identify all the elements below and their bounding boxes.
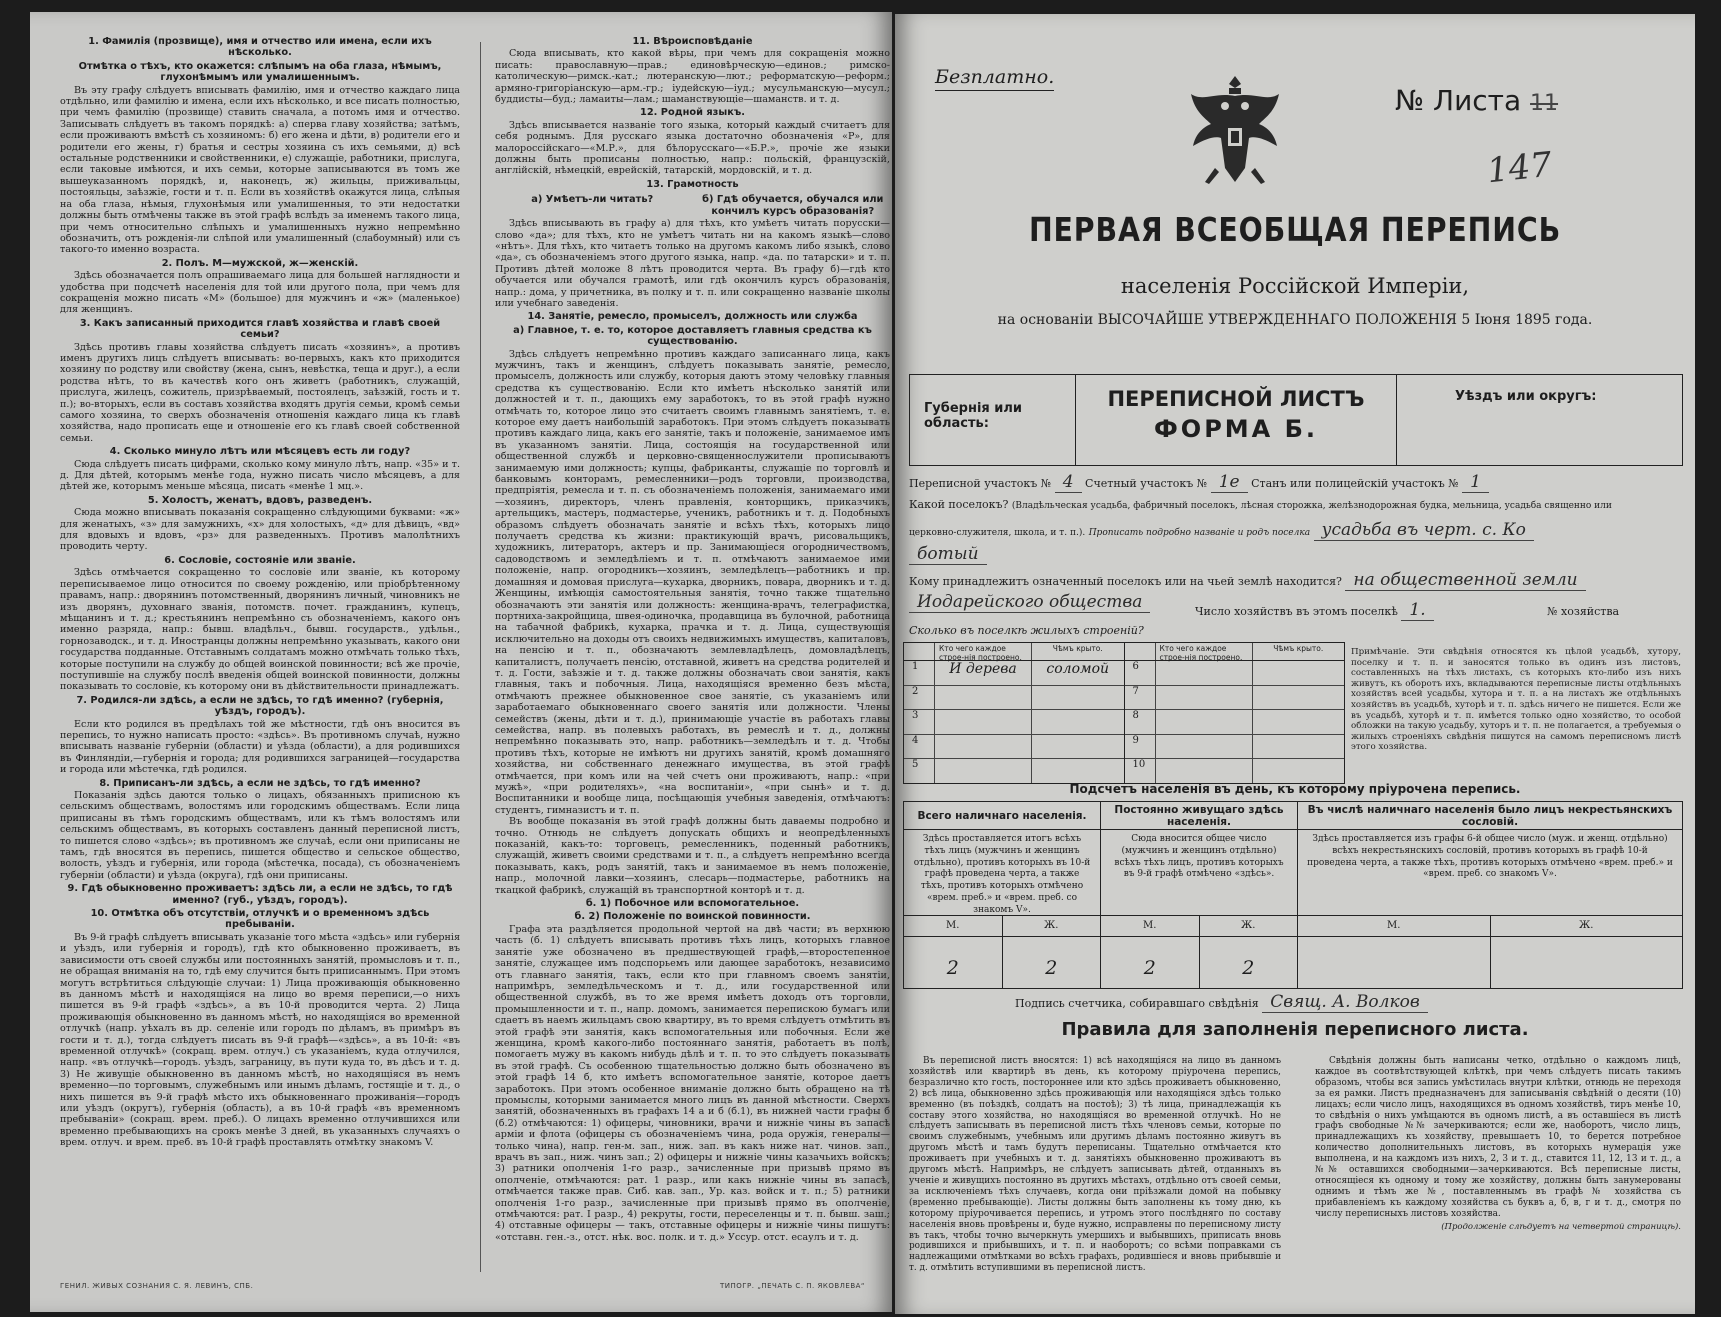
form-title: ПЕРЕПИСНОЙ ЛИСТЪ (1107, 387, 1365, 411)
census-decree-line: на основаніи ВЫСОЧАЙШЕ УТВЕРЖДЕННАГО ПОЛОЖЕНІЯ 5 Іюня 1895 года. (997, 312, 1593, 328)
building-material (934, 686, 1032, 710)
male-count: 2 (1101, 937, 1200, 988)
building-roof (1032, 710, 1124, 734)
police-district-value: 1 (1462, 472, 1489, 493)
buildings-table (903, 642, 1345, 784)
census-title: ПЕРВАЯ ВСЕОБЩАЯ ПЕРЕПИСЬ (1028, 210, 1562, 249)
sheet-number-handwritten: 11 (1530, 91, 1559, 116)
building-number: 4 (912, 734, 919, 746)
sheet-number (1395, 84, 1558, 117)
building-number: 7 (1132, 685, 1139, 697)
building-row (904, 661, 1124, 686)
roof-header: Чѣмъ крыто. (1273, 644, 1324, 653)
building-material (934, 710, 1032, 734)
section-heading: 3. Какъ записанный приходится главѣ хозяйства и главѣ своей семьи? (79, 317, 441, 341)
rules-column-left (909, 1056, 1281, 1274)
female-count: 2 (1242, 957, 1255, 979)
uezd-field: Уѣздъ или округъ: (1455, 389, 1597, 404)
instruction-paragraph: Здѣсь противъ главы хозяйства слѣдуетъ писать «хозяинъ», а противъ именъ другихъ лицъ слѣдуетъ вписывать: во-первыхъ, какъ кто приходится хозяину по родству или свойству (жена, сынъ, невѣстка, теща и друг.), а если родства нѣтъ, то въ качествѣ кого онъ живетъ (работникъ, служащій, прислуга, жилецъ, сожитель, призрѣваемый, постоялецъ, заѣзжій, гость и т. п.); во-вторыхъ, если въ составъ хозяйства входятъ другія семьи, кромѣ семьи самого хозяина, то сверхъ обозначенія отношенія каждаго лица къ главѣ хозяйства, надо прописать еще и отношеніе его къ главѣ своей собственной семьи. (60, 341, 460, 444)
settlement-name-value: усадьба въ черт. с. Ко (1314, 520, 1534, 541)
instruction-paragraph: Сюда вписывать, кто какой вѣры, при чемъ для сокращенія можно писать: православную—прав.; единовѣрческую—единов.; римско-католическую—римск.-кат.; лютеранскую—лют.; реформатскую—реформ.; армяно-григоріанскую—арм.-гр.; іудейскую—іуд.; мусульманскую—мусул.; буддисты—буд.; ламаиты—лам.; шаманствующіе—шаманств. и т. д. (495, 48, 890, 106)
land-owner-value: на общественной земли (1345, 570, 1585, 591)
building-material (934, 759, 1032, 783)
section-heading: 1. Фамилія (прозвище), имя и отчество или имена, если ихъ нѣсколько. (88, 36, 432, 59)
building-row (904, 735, 1124, 760)
imperial-eagle-emblem (1185, 72, 1285, 192)
count-values (904, 937, 1100, 988)
settlement-type-line (909, 498, 1612, 511)
building-roof (1253, 686, 1345, 710)
male-count: 2 (904, 937, 1003, 988)
buildings-table-left (904, 643, 1125, 783)
building-number: 6 (1132, 661, 1139, 672)
right-page (895, 14, 1695, 1314)
section-heading: 7. Родился-ли здѣсь, а если не здѣсь, то гдѣ именно? (губернія, уѣздъ, городъ). (76, 694, 444, 718)
building-material (1155, 661, 1253, 685)
building-row (1125, 759, 1345, 783)
column-divider (480, 42, 481, 1272)
rules-heading: Правила для заполненія переписного листа. (1061, 1019, 1529, 1040)
section-heading: 8. Приписанъ-ли здѣсь, а если не здѣсь, то гдѣ именно? (99, 777, 421, 789)
settlement-note-2: церковно-служителя, школа, и т. п.). (909, 528, 1086, 538)
section-heading: 5. Холостъ, женатъ, вдовъ, разведенъ. (147, 494, 373, 506)
instruction-paragraph: Здѣсь вписывается названіе того языка, который каждый считаетъ для себя роднымъ. Для русскаго языка достаточно обозначенія «Р», для малороссійскаго—«М.Р.», для бѣлорусскаго—«Б.Р.», прочіе же языки должны быть прописаны полностью, напр.: польскій, французскій, англійскій, нѣмецкій, еврейскій, татарскій, мордовскій, и т. д. (495, 119, 890, 177)
rules-continuation: (Продолженіе слѣдуетъ на четвертой страницѣ). (1441, 1221, 1681, 1232)
instruction-paragraph: Здѣсь слѣдуетъ непремѣнно противъ каждаго записаннаго лица, какъ мужчинъ, такъ и женщинъ, слѣдуетъ показывать занятіе, ремесло, промыселъ, должность или службу, которыя даютъ этому человѣку главныя средства къ существованію. Если кто имѣетъ нѣсколько занятій или должностей и т. п., дающихъ ему заработокъ, то въ этой графѣ нужно отмѣчать то, которое лицо это считаетъ своимъ главнымъ занятіемъ, т. е. которое ему даетъ наибольшій заработокъ. При этомъ слѣдуетъ показывать противъ каждаго лица, какъ его занятіе, такъ и положеніе, занимаемое имъ въ указанномъ занятіи. Лица, состоящія на государственной или общественной службѣ и церковно-священнослужители прописываютъ занимаемую ими должность; купцы, фабриканты, служащіе по торговлѣ и банковымъ конторамъ, ремесленники—родъ торговли, производства, предпріятія, ремесла и т. п. съ обозначеніемъ положенія, занимаемаго ими—хозяинъ, директоръ, членъ правленія, конторщикъ, приказчикъ, артельщикъ, мастеръ, подмастерье, ученикъ, работникъ и т. д. Подобныхъ образомъ слѣдуетъ обозначать занятіе и всѣхъ тѣхъ, которыхъ лицо получаетъ средства къ жизни: практикующій врачъ, рисовальщикъ, художникъ, литераторъ, актеръ и пр. Занимающіеся огородничествомъ, садоводствомъ и земледѣліемъ и т. п. отмѣчаютъ занимаемое ими положеніе, напр. огородникъ—хозяинъ, земледѣлецъ—работникъ и пр. домашняя и домовая прислуга—кухарка, дворникъ, повара, дворникъ и т. д. Женщины, имѣющія самостоятельныя занятія, точно также тщательно обозначаютъ эти занятія или должность: женщина-врачъ, телеграфистка, портниха-закройщица, швея-одиночка, продавщица въ булочной, работница на табачной фабрикѣ, кухарка, прачка и т. д. Лица, существующія исключительно на доходы отъ своихъ недвижимыхъ имуществъ, капиталовъ, на пенсію и т. п., обозначаютъ землевладѣлецъ, домовладѣлецъ, капиталистъ, получаетъ пенсію, отставной, живетъ на средства родителей и т. д. Гости, заѣзжіе и т. д. также должны обозначать свои занятія, какъ главныя, такъ и побочныя. Лица, находящіяся временно безъ мѣста, отмѣчаютъ прежнее обыкновенное свое занятіе, съ указаніемъ или заработаемаго обыкновеннаго своего занятія или должности. Члены семействъ (жены, дѣти и т. д.), принимающіе участіе въ работахъ главы семейства, напр. въ полевыхъ работахъ, въ ремеслѣ и т. д., должны непремѣнно показывать это, напр. работникъ—земледѣлъ и т. д. Чтобы противъ тѣхъ, которые не имѣютъ ни другихъ занятій, кромѣ домашняго хозяйства, ни собственнаго денежнаго имущества, въ этой графѣ отмѣчается, при комъ или на чей счетъ они проживаютъ, напр.: «при мужѣ», «при родителяхъ», «на воспитаніи», «при сынѣ» и т. д. Воспитанники и вообще лица, посѣщающія учебныя заведенія, отмѣчаютъ: студентъ, гимназистъ и т. п. (495, 348, 890, 816)
count-column-header: Въ числѣ наличнаго населенія было лицъ некрестьянскихъ сословій. (1298, 802, 1682, 830)
built-from-header: Кто чего каждое строе-нія построено. (1155, 643, 1253, 660)
section-heading: 11. Вѣроисповѣданіе (632, 36, 753, 47)
settlement-label: Какой поселокъ? (909, 498, 1009, 511)
section-heading: 4. Сколько минуло лѣтъ или мѣсяцевъ есть ли году? (109, 446, 411, 458)
land-owner-line (909, 570, 1586, 590)
section-heading-10: 10. Отмѣтка объ отсутствіи, отлучкѣ и о временномъ здѣсь пребываніи. (90, 908, 430, 931)
building-row (1125, 661, 1345, 686)
count-column (1298, 802, 1682, 988)
signature-label: Подпись счетчика, собиравшаго свѣдѣнія (1015, 997, 1259, 1010)
building-row (1125, 686, 1345, 711)
count-column (1101, 802, 1298, 988)
gubernia-field: Губернія или область: (910, 375, 1076, 465)
settlement-note: (Владѣльческая усадьба, фабричный поселокъ, лѣсная сторожка, желѣзнодорожная будка, мельница, усадьба священно или (1011, 501, 1612, 511)
building-material (1155, 686, 1253, 710)
census-subtitle: населенія Россійской Имперіи, (1120, 274, 1470, 298)
building-roof (1253, 759, 1345, 783)
section-heading: 2. Полъ. М—мужской, ж—женскій. (161, 257, 359, 269)
instruction-paragraph: Графа эта раздѣляется продольной чертой на двѣ части; въ верхнюю часть (б. 1) слѣдуетъ вписывать противъ тѣхъ лицъ, которыхъ главное занятіе уже обозначено въ предшествующей графѣ,—второстепенное занятіе, служащее имъ подспорьемъ или дающее заработокъ, независимо отъ главнаго занятія, такъ, если кто при главномъ своемъ занятіи, напримѣръ, земледѣльческомъ и т. д., или государственной или общественной службѣ, въ то же время имѣетъ доходъ отъ торговли, промышленности и т. п., напр. домомъ, занимается перепискою бумагъ или сдаетъ въ наемъ жильцамъ свою квартиру, въ то время слѣдуетъ отмѣтить въ этой графѣ эти занятія, какъ вспомогательныя или побочныя. Если же женщина, кромѣ какого-либо постояннаго занятія, работаетъ въ полѣ, помогаетъ мужу въ какомъ нибудь дѣлѣ и т. п. то это слѣдуетъ показывать въ этой графѣ. Съ особенною тщательностью должно быть обозначено въ этой графѣ 14 б, кто имѣетъ вспомогательное занятіе, которое даетъ заработокъ. При этомъ особенное вниманіе должно быть обращено на тѣ промыслы, которыми занимается много лицъ въ данной мѣстности. Сверхъ занятій, обозначенныхъ въ графахъ 14 а и б (б.1), въ нижней части графы б (б.2) отмѣчаются: 1) офицеры, чиновники, врачи и нижніе чины въ запасѣ арміи и флота (офицеры съ обозначеніемъ чина, рода оружія, генералы—только чина), напр. ген-м. зап., ниж. зап. въ какъ ниже нат. чинов. зап., врачъ въ зап., ниж. чинъ зап.; 2) офицеры и нижніе чины казачьихъ войскъ; 3) ратники ополченія 1-го разр., зачисленные при призывѣ прямо въ ополченіе, отмѣчаются: рат. 1 разр., или какъ нижніе чины въ запасѣ, отмѣчается также прав. Сиб. кав. зап., Ур. каз. войск и т. п.; 5) ратники ополченія 1-го разр., зачисленные при призывѣ прямо въ ополченіе, отмѣчаются: рат. I разр., 4) рекруты, гости, переселенцы и т. п. бывш. заш.; 4) отставные офицеры — такъ, отставные офицеры и нижніе чины пишутъ: «отставн. ген.-з., отст. нѣк. вос. полк. и т. д.» Уссур. отст. есаулъ и т. д. (495, 923, 890, 1243)
form-header-box (909, 374, 1683, 466)
section-heading: б. 2) Положеніе по воинской повинности. (574, 911, 811, 923)
building-number: 10 (1132, 759, 1146, 771)
male-header: М. (904, 916, 1003, 936)
subsection-heading: а) Умѣетъ-ли читать? (531, 194, 654, 206)
building-roof (1253, 661, 1345, 685)
building-roof (1032, 735, 1124, 759)
census-district-value: 4 (1055, 472, 1082, 493)
printer-imprint-right: ТИПОГР. „ПЕЧАТЬ С. П. ЯКОВЛЕВА“ (720, 1282, 866, 1290)
building-material (1155, 710, 1253, 734)
built-from-header: Кто чего каждое строе-нія построено. (934, 643, 1032, 660)
instruction-paragraph: Сюда слѣдуетъ писать цифрами, сколько кому минуло лѣтъ, напр. «35» и т. д. Для дѣтей, которымъ менѣе года, нужно писать число мѣсяцевъ, а для дѣтей же, которымъ меньше мѣсяца, писать «менѣе 1 мц.». (60, 458, 460, 493)
two-part-heading (495, 192, 890, 218)
count-column-header: Всего наличнаго населенія. (904, 802, 1100, 830)
building-roof: соломой (1046, 661, 1110, 677)
population-count-heading: Подсчетъ населенія въ день, къ которому пріурочена перепись. (1069, 782, 1521, 796)
building-roof (1253, 735, 1345, 759)
sex-headers (1101, 916, 1297, 937)
instruction-paragraph: Здѣсь отмѣчается сокращенно то сословіе или званіе, къ которому переписываемое лицо относится по своему рожденію, или пріобрѣтенному правамъ, напр.: дворянинъ потомственный, дворянинъ личный, чиновникъ не изъ дворянъ, духовнаго званія, потомств. почет. гражданинъ, купецъ, мѣщанинъ и т. д.; крестьянинъ непремѣнно съ обозначеніемъ, какого онъ именно разряда, напр.: бывш. владѣльч., бывш. государств., удѣльн., горнозаводск., и т. д. Иностранцы должны непремѣнно указывать, какого они государства подданные. Отставнымъ солдатамъ можно отмѣчать только тѣхъ, которые поступили на службу до общей воинской повинности; всѣ же прочіе, поступившіе на службу послѣ введенія общей воинской повинности, должны показывать то сословіе, къ которому они въ дѣйствительности принадлежатъ. (60, 567, 460, 693)
settlement-instruction: Прописать подробно названіе и родъ поселка (1088, 528, 1311, 538)
building-roof (1032, 686, 1124, 710)
building-number: 1 (912, 661, 919, 672)
population-count-table (903, 801, 1683, 989)
enumerator-signature-line (1015, 992, 1428, 1012)
census-district-label: Переписной участокъ № (909, 477, 1052, 490)
instruction-paragraph: Здѣсь обозначается полъ опрашиваемаго лица для большей наглядности и удобства при подсчетѣ населенія для той или другого пола, при чемъ для сокращенія можно писать «М» (большое) для мужчинъ и «ж» (маленькое) для женщинъ. (60, 270, 460, 316)
building-row (1125, 735, 1345, 760)
female-header: Ж. (1579, 920, 1594, 931)
settlement-name-line (909, 520, 1534, 540)
building-number: 2 (912, 685, 919, 697)
female-header: Ж. (1241, 920, 1256, 931)
form-title-box (1076, 375, 1397, 465)
instruction-paragraph: Если кто родился въ предѣлахъ той же мѣстности, гдѣ онъ вносится въ перепись, то нужно написать просто: «здѣсь». Въ противномъ случаѣ, нужно вписывать названіе губерніи (области) и уѣзда (области), а для родившихся въ Финляндіи,—губернія и города; для родившихся заграницей—государства и города или мѣстечка, гдѣ родился. (60, 718, 460, 776)
free-label: Безплатно. (935, 66, 1054, 91)
count-column-header: Постоянно живущаго здѣсь населенія. (1101, 802, 1297, 830)
building-material (1155, 759, 1253, 783)
buildings-table-right (1125, 643, 1345, 783)
building-number: 3 (912, 710, 919, 722)
building-row (904, 759, 1124, 783)
count-column (904, 802, 1101, 988)
roof-header: Чѣмъ крыто. (1052, 644, 1103, 653)
settlement-name-value-2: ботый (909, 544, 987, 565)
building-row (904, 686, 1124, 711)
female-count: 2 (1045, 957, 1058, 979)
section-heading: 13. Грамотность (646, 178, 739, 190)
instruction-paragraph: Показанія здѣсь даются только о лицахъ, обязанныхъ приписною къ сельскимъ обществамъ, волостямъ или городскимъ обществамъ. Если лица приписаны въ тѣмъ городскимъ обществамъ, или къ тѣмъ волостямъ или сельскимъ обществамъ, въ которыхъ составленъ данный переписной листъ, то пишется слово «здѣсь»; въ противномъ же случаѣ, если они приписаны не тамъ, гдѣ вносятся въ перепись, пишется общество и сельское общество, волость, уѣздъ и губернія, или города (мѣстечка, посада), съ обозначеніемъ губерніи (области) и уѣзда (округа), гдѣ они приписаны. (60, 790, 460, 881)
section-heading: Отмѣтка о тѣхъ, кто окажется: слѣпымъ на оба глаза, нѣмымъ, глухонѣмымъ или умалишеннымъ. (78, 60, 442, 84)
male-header: М. (1101, 916, 1200, 936)
count-column-description: Сюда вносится общее число (мужчинъ и женщинъ отдѣльно) всѣхъ тѣхъ лицъ, противъ которыхъ въ 9-й графѣ отмѣчено «здѣсь». (1101, 830, 1297, 916)
building-roof (1032, 759, 1124, 783)
building-material (934, 735, 1032, 759)
households-count-label: Число хозяйствъ въ этомъ поселкѣ (1195, 605, 1398, 618)
building-material (1155, 735, 1253, 759)
building-row (1125, 710, 1345, 735)
sex-headers (904, 916, 1100, 937)
buildings-table-head (904, 643, 1124, 661)
household-number-label: № хозяйства (1547, 605, 1620, 618)
female-count (1491, 937, 1683, 988)
instruction-paragraph: Здѣсь вписывають въ графу а) для тѣхъ, кто умѣетъ читать порусски—слово «да»; для тѣхъ, кто не умѣетъ читать ни на какомъ языкѣ—слово «нѣтъ». Для тѣхъ, кто читаетъ только на другомъ какомъ либо языкѣ, слово «да», съ обозначеніемъ этого другого языка, напр. «да. по татарски» и т. п. Противъ дѣтей моложе 8 лѣтъ проводится черта. Въ графу б)—гдѣ кто обучается или обучался грамотѣ, или гдѣ окончилъ курсъ образованія, напр.: дома, у причетника, въ полку и т. п. или сокращенно названіе школы или учебнаго заведенія. (495, 218, 890, 309)
households-count-value: 1. (1401, 600, 1433, 621)
form-letter: ФОРМА Б. (1153, 415, 1318, 443)
handwritten-page-number: 147 (1485, 144, 1554, 192)
rules-column-right (1315, 1056, 1681, 1233)
building-roof (1253, 710, 1345, 734)
female-header: Ж. (1044, 920, 1059, 931)
count-district-label: Счетный участокъ № (1085, 477, 1208, 490)
count-district-value: 1е (1211, 472, 1248, 493)
section-heading: а) Главное, т. е. то, которое доставляетъ главныя средства къ существованію. (513, 324, 872, 348)
instruction-paragraph: Въ 9-й графѣ слѣдуетъ вписывать указаніе того мѣста «здѣсь» или губернія и уѣздъ, или губернія и городъ), гдѣ кто обыкновенно проживаетъ, въ зависимости отъ своей службы или постоянныхъ занятій, промысловъ и т. п., не обращая вниманія на то, гдѣ ему случится быть приписаннымъ. При этомъ могутъ встрѣтиться слѣдующіе случаи: 1) Лица проживающія обыкновенно въ данномъ мѣстѣ и находящіяся на лицо во время переписи,—о нихъ пишется въ 9-й графѣ «здѣсь», а въ 10-й проводится черта. 2) Лица проживающія обыкновенно въ данномъ мѣстѣ, но находящіяся во временной отлучкѣ (напр. уѣхалъ въ др. селеніе или городъ по дѣламъ, въ примѣръ въ гости и т. д.), тогда слѣдуетъ писать въ 9-й графѣ—«здѣсь», а въ 10-й: «въ временной отлучкѣ» (сокращ. врем. отлуч.) съ указаніемъ, куда отлучился, напр. «въ отлучкѣ—городъ. уѣздъ, заграницу, въ пути куда то, въ дѣсъ и т. д. 3) Не живущіе обыкновенно въ данномъ мѣстѣ, но находящіяся въ немъ временно—по торговымъ, служебнымъ или инымъ дѣламъ, гостящіе и т. д., о нихъ пишется въ 9-й графѣ мѣсто ихъ обыкновеннаго проживанія—городъ или уѣздъ (округъ), губернія (область), а въ 10-й графѣ «въ временномъ пребываніи» (сокращ. врем. преб.). О лицахъ временно отлучившихся или временно пребывающихъ на срокъ менѣе 3 дней, въ указанныхъ случаяхъ о врем. отлуч. и врем. преб. въ 10-й графѣ проставлять отмѣтку знакомъ V. (60, 931, 460, 1149)
land-owner-label: Кому принадлежитъ означенный поселокъ или на чьей землѣ находится? (909, 575, 1342, 588)
rules-text-left: Въ переписной листъ вносятся: 1) всѣ находящіяся на лицо въ данномъ хозяйствѣ или квартирѣ въ день, къ которому пріурочена перепись, безразлично кто гость, постороннее или кто здѣсь проживаетъ обыкновенно, 2) всѣ лица, обыкновенно здѣсь проживающія или находящіяся здѣсь только временно (въ поѣздкѣ, солдатъ на постоѣ); 3) тѣ лица, принадлежащія къ составу этого хозяйства, но находящіяся во временной отлучкѣ. Но не слѣдуетъ записывать въ переписной листъ тѣхъ членовъ семьи, которые по своимъ служебнымъ, учебнымъ или другимъ дѣламъ постоянно живутъ въ другомъ мѣстѣ и тамъ будутъ переписаны. Тщательно отмѣчается кто проживаетъ при учебныхъ и т. д. занятіяхъ обыкновенно проживаютъ въ другомъ мѣстѣ. Напримѣръ, не слѣдуетъ записывать дѣтей, отданныхъ въ ученіе и живущихъ постоянно въ другихъ мѣстахъ, отдѣльно отъ своей семьи, за исключеніемъ тѣхъ случаевъ, когда они пріѣзжали домой на побывку (временно пребывающіе). Листы должны быть заполнены къ тому дню, къ которому пріурочивается перепись, и утромъ этого послѣдняго по составу населенія вновь провѣрены и, буде нужно, исправлены по переписному листу въ такъ, чтобы точно вычеркнуть умершихъ и выбывшихъ, приписать вновь родившихся и прибывшихъ, и т. п. и наоборотъ; со всѣми поправками съ надлежащими отмѣтками во всѣхъ графахъ, родившіеся и вновь прибывшіе и т. д. отмѣтить вступившими въ переписной листъ. (909, 1056, 1281, 1274)
male-count (1298, 937, 1491, 988)
count-values (1298, 937, 1682, 988)
rules-text-right: Свѣдѣнія должны быть написаны четко, отдѣльно о каждомъ лицѣ, каждое въ соотвѣтствующей клѣткѣ, при чемъ слѣдуетъ писать такимъ образомъ, чтобы вся запись умѣстилась внутри клѣтки, отнюдь не переходя за ея рамки. Листъ предназначенъ для записыванія свѣдѣній о десяти (10) лицахъ; если число лицъ, находящихся въ одномъ хозяйствѣ, тиръ менѣе 10, то свѣдѣнія о нихъ умѣщаются въ одномъ листѣ, а въ оставшіеся въ листѣ графъ свободные №№ зачеркиваются; если же, наоборотъ, число лицъ, принадлежащихъ къ хозяйству, превышаетъ 10, то берется потребное количество дополнительныхъ листовъ, въ которыхъ нумерація уже выполнена, и на каждомъ изъ нихъ, 2, 3 и т. д., ставится 11, 12, 13 и т. д., а №№ оставшихся свободными—зачеркиваются. Всѣ переписные листы, относящіеся къ одному и тому же хозяйству, должны быть занумерованы однимъ и тѣмъ же №, поставленнымъ въ графѣ № хозяйства съ прибавленіемъ къ каждому хозяйства съ буквъ а, б, в, г и т. д., смотря по числу переписныхъ листовъ хозяйства. (1315, 1056, 1681, 1219)
instructions-column-left (60, 34, 460, 1149)
section-heading: 14. Занятіе, ремесло, промыселъ, должность или служба (527, 311, 858, 323)
instruction-paragraph: Въ эту графу слѣдуетъ вписывать фамилію, имя и отчество каждаго лица отдѣльно, или фамилію и имена, если ихъ нѣсколько, и все писать полностью, при чемъ фамилію (прозвище) ставить сначала, а потомъ имя и отчество. Записывать слѣдуетъ въ такомъ порядкѣ: а) сперва главу хозяйства; затѣмъ, если проживаютъ вмѣстѣ съ хозяиномъ: б) его жена и дѣти, в) родители его и родители его жены, г) братья и сестры хозяина съ ихъ семьями, д) всѣ остальные родственники и свойственники, е) служащіе, работники, прислуга, если таковые имѣются, и ихъ семьи, которые записываются въ томъ же вышеуказанномъ порядкѣ, и, наконецъ, ж) жильцы, приживальцы, постояльцы, заѣзжіе, гости и т. п. Если въ хозяйствѣ окажутся лица, слѣпыя на оба глаза, нѣмыя, глухонѣмыя или умалишенныя, то эти недостатки должны быть отмѣчены также въ этой графѣ вслѣдъ за именемъ такого лица, при чемъ относительно слѣпыхъ и умалишенныхъ нужно непремѣнно обозначить, отъ рожденія-ли слѣпой или умалишенный (слабоумный) или съ такого-то именно возраста. (60, 84, 461, 256)
police-district-label: Станъ или полицейскій участокъ № (1251, 477, 1459, 490)
settlement-name-continued (909, 544, 987, 564)
buildings-note: Примѣчаніе. Эти свѣдѣнія относятся къ цѣлой усадьбѣ, хутору, поселку и т. п. и заносятся только въ одинъ изъ листовъ, составленныхъ на тѣхъ листахъ, съ которыхъ кто-либо изъ нихъ живутъ, къ оборотъ ихъ, вкладываются переписные листы отдѣльныхъ хозяйствъ всей усадьбы, хутора и т. п. а на листахъ же отдѣльныхъ хозяйствъ въ усадьбѣ, хуторѣ и т. п. здѣсь ничего не пишется. Если же въ усадьбѣ, хуторѣ и т. п. имѣется только одно хозяйство, то особой обложки на такую усадьбу, хуторъ и т. п. не полагается, а требуемыя о жилыхъ строеніяхъ свѣдѣнія пишутся на самомъ переписномъ листѣ этого хозяйства. (1351, 647, 1681, 753)
instructions-column-right (495, 34, 890, 1243)
building-row (904, 710, 1124, 735)
section-heading: 12. Родной языкъ. (640, 107, 745, 119)
count-values (1101, 937, 1297, 988)
instruction-paragraph: Сюда можно вписывать показанія сокращенно слѣдующими буквами: «ж» для женатыхъ, «з» для замужнихъ, «х» для холостыхъ, «д» для дѣвицъ, «вд» для вдовыхъ и вдовъ, «рз» для разведенныхъ. Противъ малолѣтнихъ проводить черту. (60, 507, 460, 553)
count-column-description: Здѣсь проставляется изъ графы 6-й общее число (муж. и женщ. отдѣльно) всѣхъ некрестьянскихъ сословій, противъ которыхъ въ графѣ 10-й проведена черта, а также тѣхъ, противъ которыхъ отмѣчено «врем. преб.» и «врем. преб. со знакомъ V». (1298, 830, 1682, 916)
count-column-description: Здѣсь проставляется итогъ всѣхъ тѣхъ лицъ (мужчинъ и женщинъ отдѣльно), противъ которыхъ въ 10-й графѣ проведена черта, а также тѣхъ, противъ которыхъ отмѣчено «врем. преб.» и «врем. преб. со знакомъ V». (904, 830, 1100, 916)
land-owner-continued (909, 592, 1150, 612)
households-line (1195, 600, 1619, 620)
sheet-number-label: № Листа (1395, 84, 1522, 117)
sex-headers (1298, 916, 1682, 937)
section-heading: б. 1) Побочное или вспомогательное. (585, 898, 800, 910)
buildings-line: Сколько въ поселкѣ жилыхъ строеній? (909, 624, 1144, 637)
land-owner-value-2: Иодарейского общества (909, 592, 1150, 613)
district-line (909, 472, 1489, 492)
left-page (30, 12, 892, 1312)
male-header: М. (1298, 916, 1491, 936)
building-number: 5 (912, 759, 919, 771)
building-number: 9 (1132, 734, 1139, 746)
section-heading: 9. Гдѣ обыкновенно проживаетъ: здѣсь ли, а если не здѣсь, то гдѣ именно? (губ., уѣздъ, городъ). (67, 883, 453, 906)
subsection-heading: б) Гдѣ обучается, обучался или кончилъ курсъ образованія? (702, 194, 884, 217)
enumerator-signature: Свящ. А. Волков (1262, 992, 1428, 1013)
buildings-table-head (1125, 643, 1345, 661)
instruction-paragraph: Въ вообще показанія въ этой графѣ должны быть даваемы подробно и точно. Отнюдь не слѣдуетъ допускать общихъ и неопредѣленныхъ показаній, какъ-то: торговецъ, ремесленникъ, поденный работникъ, служащій, живетъ своими средствами и т. п., а слѣдуетъ непремѣнно всегда показывать, какъ, родъ занятій, такъ и занимаемое въ немъ положеніе, напр., молочной лавки—хозяинъ, слесарь—подмастерье, работникъ на ткацкой фабрикѣ, служащій въ транспортной конторѣ и т. д. (495, 816, 890, 896)
building-number: 8 (1132, 710, 1139, 722)
building-material: И дерева (934, 661, 1032, 685)
printer-imprint-left: ГЕНИЛ. ЖИВЫХ СОЗНАНИЯ С. Я. ЛЕВИНЪ, СПБ. (60, 1282, 254, 1290)
section-heading: 6. Сословіе, состояніе или званіе. (164, 554, 356, 566)
